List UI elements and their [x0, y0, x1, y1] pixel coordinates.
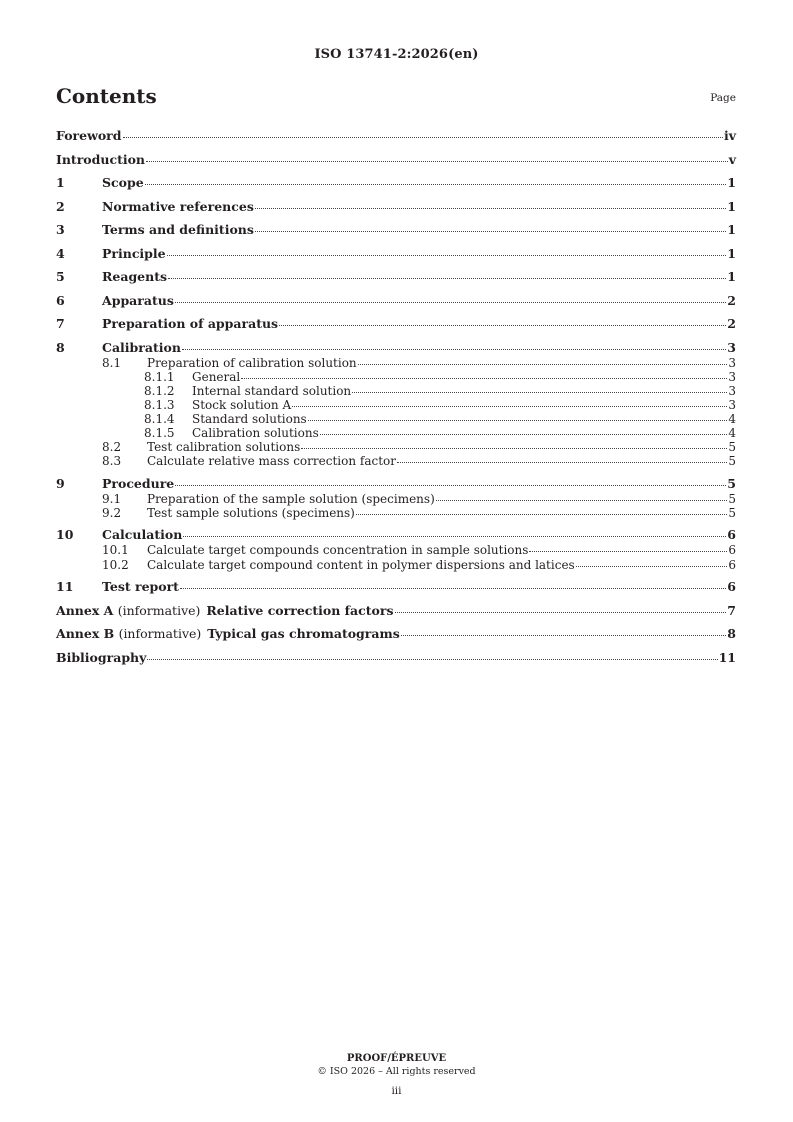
- toc-entry-title: Relative correction factors: [206, 602, 394, 618]
- toc-entry-title-group: [102, 579, 179, 595]
- toc-entry-title: Calculate relative mass correction factor: [147, 454, 396, 469]
- toc-entry-title-group: [192, 426, 319, 440]
- toc-entry-title: Test report: [102, 579, 179, 595]
- toc-entry[interactable]: [56, 476, 736, 492]
- dot-leader: [255, 207, 726, 209]
- dot-leader: [167, 254, 727, 256]
- toc-entry-page: 11: [718, 649, 736, 665]
- toc-entry-title-group: [147, 506, 355, 520]
- toc-entry-title: Test sample solutions (specimens): [147, 505, 355, 520]
- toc-entry-number: 8.1.5: [144, 425, 175, 440]
- toc-entry-title-group: [147, 440, 300, 454]
- toc-entry-title: Calibration solutions: [192, 425, 319, 440]
- toc-entry-title: Introduction: [56, 151, 146, 167]
- toc-entry[interactable]: [56, 128, 736, 144]
- toc-entry-title-group: [102, 246, 166, 262]
- dot-leader: [182, 348, 726, 350]
- dot-leader: [358, 363, 728, 365]
- toc-entry-page: 5: [728, 440, 736, 455]
- dot-leader: [308, 419, 728, 421]
- toc-entry-title-group: [147, 492, 435, 506]
- page-column-label: Page: [710, 92, 736, 104]
- annex-label: Annex A: [56, 602, 114, 618]
- dot-leader: [320, 433, 728, 435]
- annex-type: (informative): [118, 626, 202, 642]
- annex-label: Annex B: [56, 626, 115, 642]
- toc-entry-number: 6: [56, 292, 65, 308]
- toc-entry-title: Test calibration solutions: [147, 440, 301, 455]
- toc-entry-title: Principle: [102, 245, 166, 261]
- toc-entry-number: 1: [56, 175, 65, 190]
- toc-entry[interactable]: [56, 603, 736, 619]
- toc-entry-title: Stock solution A: [192, 397, 292, 412]
- toc-entry-page: 1: [727, 222, 736, 237]
- toc-entry-title: General: [192, 369, 241, 384]
- toc-entry[interactable]: [56, 222, 736, 238]
- toc-entry[interactable]: [56, 506, 736, 520]
- toc-entry-number: 8.2: [102, 440, 122, 455]
- dot-leader: [397, 461, 727, 463]
- dot-leader: [146, 160, 728, 162]
- dot-leader: [147, 658, 717, 660]
- toc-entry-number: 8.1.2: [144, 383, 175, 398]
- toc-entry-number: 8.1.4: [144, 411, 175, 426]
- toc-entry-page: 1: [727, 198, 736, 214]
- toc-entry-page: 1: [727, 175, 736, 190]
- toc-entry-page: 4: [728, 411, 736, 426]
- toc-entry-title-group: [56, 128, 122, 144]
- toc-entry-page: 5: [728, 491, 736, 506]
- toc-entry-number: 8.3: [102, 454, 122, 469]
- toc-entry-number: 11: [56, 579, 74, 595]
- toc-entry[interactable]: [56, 356, 736, 370]
- toc-entry-title: Terms and definitions: [102, 222, 254, 237]
- toc-entry-title: Preparation of the sample solution (specimens): [147, 491, 435, 506]
- toc-entry[interactable]: [56, 175, 736, 191]
- toc-entry-title-group: [56, 152, 145, 168]
- toc-entry-page: 2: [727, 292, 736, 308]
- copyright-notice: © ISO 2026 – All rights reserved: [317, 1066, 476, 1077]
- toc-entry-title: Normative references: [102, 198, 254, 214]
- toc-entry-title: Procedure: [102, 475, 175, 491]
- proof-stamp: PROOF/ÉPREUVE: [346, 1053, 447, 1064]
- toc-entry[interactable]: [56, 199, 736, 215]
- toc-entry-number: 5: [56, 269, 65, 284]
- table-of-contents: [56, 128, 736, 666]
- toc-entry-title-group: [102, 175, 144, 191]
- dot-leader: [436, 499, 728, 501]
- toc-entry-title-group: [102, 340, 181, 356]
- dot-leader: [183, 535, 726, 537]
- toc-entry-page: 6: [728, 557, 736, 572]
- toc-entry[interactable]: [56, 579, 736, 595]
- toc-entry-title-group: [192, 398, 291, 412]
- toc-entry-title: Typical gas chromatograms: [207, 626, 400, 642]
- toc-entry-title-group: [102, 476, 174, 492]
- toc-entry[interactable]: [56, 543, 736, 557]
- toc-entry-page: 3: [727, 339, 736, 355]
- toc-entry-page: v: [728, 151, 736, 167]
- dot-leader: [145, 183, 727, 185]
- toc-entry[interactable]: [56, 384, 736, 398]
- toc-entry[interactable]: [56, 626, 736, 642]
- dot-leader: [529, 550, 727, 552]
- toc-entry-title-group: [102, 293, 174, 309]
- toc-entry-page: 3: [728, 355, 736, 370]
- toc-entry-page: 1: [727, 269, 736, 284]
- toc-entry-number: 10.1: [102, 543, 129, 558]
- dot-leader: [395, 611, 727, 613]
- toc-entry-number: 9.1: [102, 491, 122, 506]
- toc-entry-page: 5: [727, 475, 736, 491]
- toc-entry[interactable]: [56, 454, 736, 468]
- dot-leader: [356, 513, 727, 515]
- toc-entry-number: 9: [56, 475, 65, 491]
- dot-leader: [175, 301, 726, 303]
- toc-entry[interactable]: [56, 650, 736, 666]
- toc-entry-number: 10: [56, 527, 74, 543]
- toc-entry-page: 6: [727, 527, 736, 543]
- toc-entry-page: 7: [727, 602, 736, 618]
- toc-entry-title-group: [56, 626, 400, 642]
- toc-entry-title-group: [147, 356, 357, 370]
- toc-entry-title-group: [56, 603, 394, 619]
- toc-entry[interactable]: [56, 426, 736, 440]
- toc-entry-title: Calculate target compounds concentration in sample solutions: [147, 543, 529, 558]
- toc-entry-number: 10.2: [102, 557, 129, 572]
- toc-entry-page: 6: [728, 543, 736, 558]
- contents-title: Contents: [56, 84, 157, 108]
- toc-entry-title: Calculate target compound content in polymer dispersions and latices: [147, 557, 575, 572]
- dot-leader: [180, 587, 726, 589]
- toc-entry-title: Bibliography: [56, 649, 147, 665]
- toc-entry-title-group: [147, 558, 575, 572]
- toc-entry[interactable]: [56, 398, 736, 412]
- toc-entry[interactable]: [56, 370, 736, 384]
- toc-entry-title: Foreword: [56, 128, 122, 143]
- toc-entry[interactable]: [56, 558, 736, 572]
- toc-entry[interactable]: [56, 340, 736, 356]
- toc-entry-number: 7: [56, 316, 65, 331]
- toc-entry[interactable]: [56, 527, 736, 543]
- dot-leader: [241, 377, 727, 379]
- toc-entry-page: 1: [727, 245, 736, 261]
- toc-entry-title-group: [192, 412, 307, 426]
- toc-entry-number: 8.1: [102, 355, 122, 370]
- toc-entry-title-group: [192, 370, 240, 384]
- toc-entry-number: 3: [56, 222, 65, 237]
- dot-leader: [123, 136, 723, 138]
- toc-entry-title-group: [102, 222, 254, 238]
- toc-entry-title: Internal standard solution: [192, 383, 352, 398]
- toc-entry[interactable]: [56, 412, 736, 426]
- toc-entry[interactable]: [56, 440, 736, 454]
- toc-entry-page: 4: [728, 425, 736, 440]
- page-number: iii: [391, 1085, 402, 1097]
- dot-leader: [175, 484, 726, 486]
- toc-entry-title: Calculation: [102, 527, 183, 543]
- toc-entry-title: Reagents: [102, 269, 168, 284]
- document-header: ISO 13741-2:2026(en): [314, 47, 479, 62]
- toc-entry-title-group: [102, 269, 167, 285]
- toc-entry-page: iv: [723, 128, 736, 143]
- toc-entry-title: Standard solutions: [192, 411, 307, 426]
- dot-leader: [279, 324, 726, 326]
- contents-heading-row: [56, 84, 736, 114]
- toc-entry-title-group: [102, 199, 254, 215]
- toc-entry-number: 2: [56, 198, 65, 214]
- toc-entry-title-group: [192, 384, 351, 398]
- toc-entry[interactable]: [56, 293, 736, 309]
- toc-entry-number: 8.1.3: [144, 397, 175, 412]
- toc-entry-number: 8.1.1: [144, 369, 175, 384]
- toc-entry[interactable]: [56, 316, 736, 332]
- annex-type: (informative): [117, 602, 201, 618]
- dot-leader: [401, 634, 727, 636]
- dot-leader: [168, 277, 726, 279]
- toc-entry-page: 2: [727, 316, 736, 331]
- toc-entry[interactable]: [56, 492, 736, 506]
- toc-entry-title: Scope: [102, 175, 144, 190]
- toc-entry-page: 8: [727, 626, 736, 642]
- toc-entry-page: 6: [727, 579, 736, 595]
- dot-leader: [255, 230, 726, 232]
- toc-entry-title: Preparation of apparatus: [102, 316, 279, 331]
- toc-entry[interactable]: [56, 246, 736, 262]
- dot-leader: [301, 447, 727, 449]
- toc-entry[interactable]: [56, 269, 736, 285]
- toc-entry-title-group: [147, 454, 396, 468]
- toc-entry-title-group: [56, 650, 146, 666]
- toc-entry-page: 5: [728, 454, 736, 469]
- toc-entry-number: 8: [56, 339, 65, 355]
- toc-entry-page: 5: [728, 505, 736, 520]
- toc-entry[interactable]: [56, 152, 736, 168]
- toc-entry-title-group: [102, 527, 182, 543]
- toc-entry-title-group: [102, 316, 278, 332]
- toc-entry-page: 3: [728, 369, 736, 384]
- dot-leader: [352, 391, 727, 393]
- dot-leader: [292, 405, 727, 407]
- toc-entry-title: Calibration: [102, 339, 181, 355]
- toc-entry-number: 4: [56, 245, 65, 261]
- toc-entry-title-group: [147, 543, 528, 557]
- toc-entry-page: 3: [728, 383, 736, 398]
- toc-entry-page: 3: [728, 397, 736, 412]
- toc-entry-title: Preparation of calibration solution: [147, 355, 357, 370]
- toc-entry-title: Apparatus: [102, 292, 174, 308]
- toc-entry-number: 9.2: [102, 505, 122, 520]
- dot-leader: [576, 565, 728, 567]
